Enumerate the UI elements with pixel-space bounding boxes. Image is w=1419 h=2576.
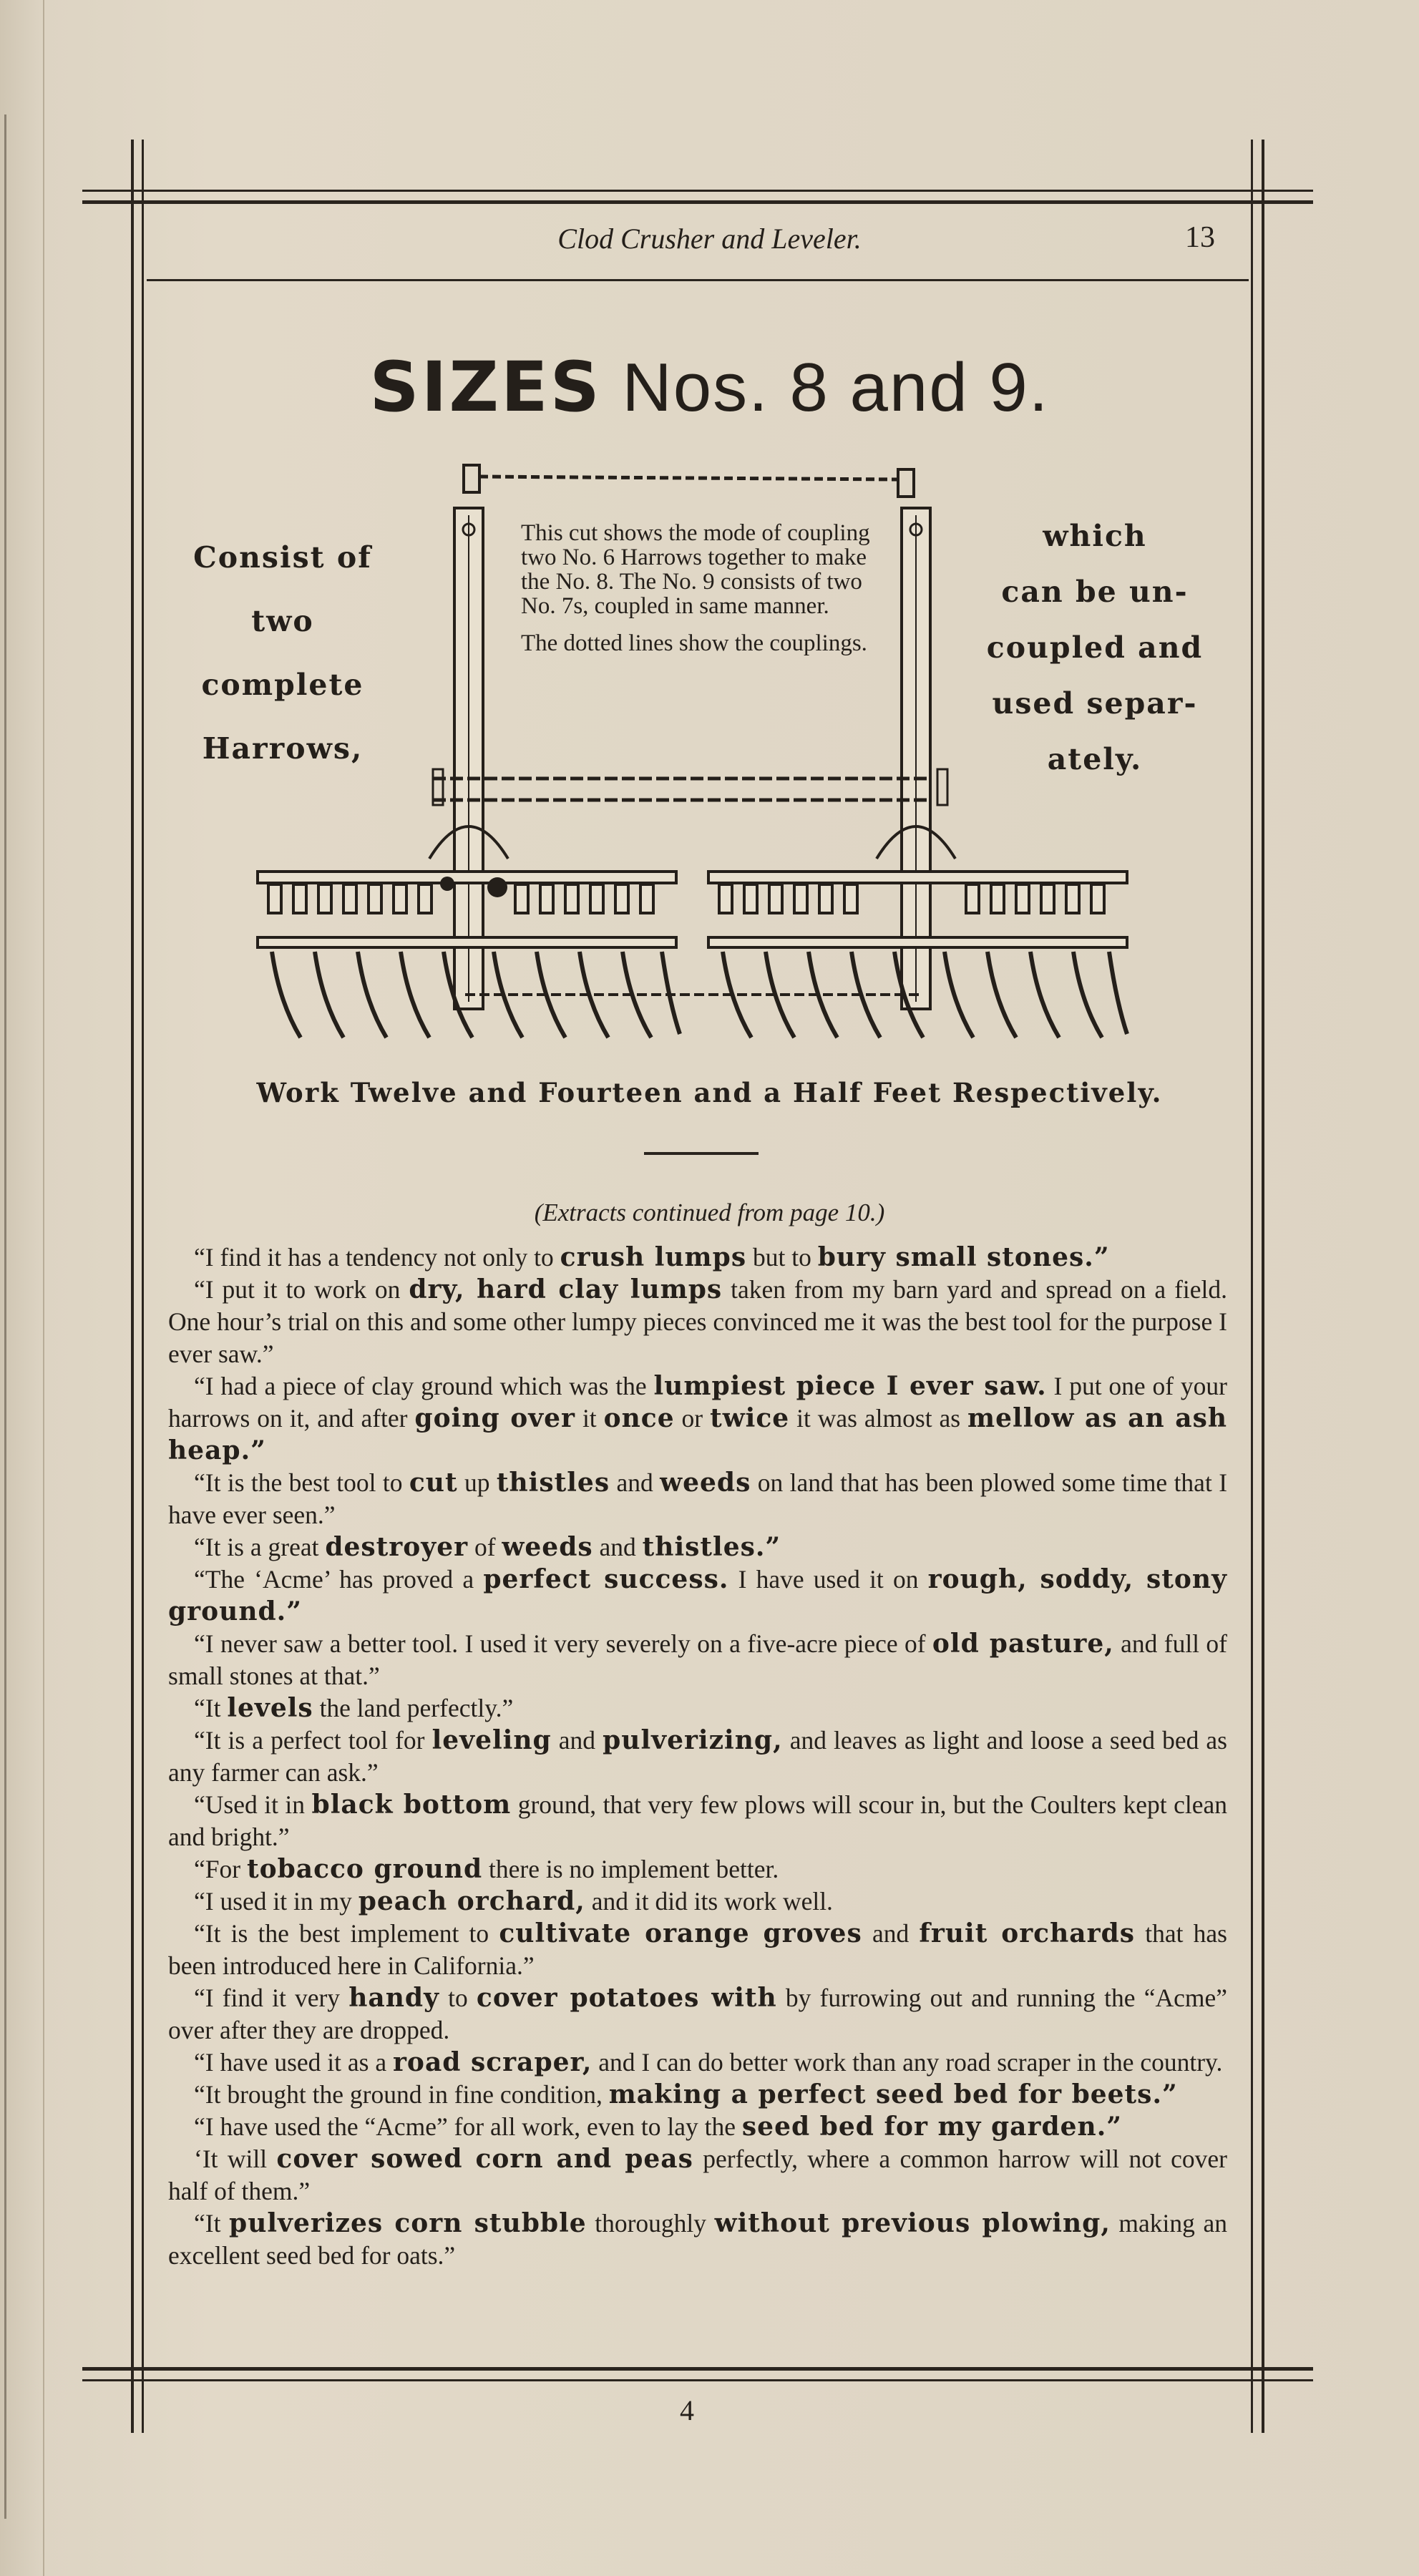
border-right-inner <box>1251 140 1253 2433</box>
body-text: “It is the best tool to <box>194 1468 409 1497</box>
body-text: “I never saw a better tool. I used it very severely on a five-acre piece of <box>194 1629 932 1658</box>
body-text: “I have used the “Acme” for all work, even to lay the <box>194 2112 742 2141</box>
body-text: or <box>674 1404 711 1433</box>
emphasis-text: twice <box>710 1403 790 1433</box>
body-text: ground, that very few plows will scour in, but the Coulters kept clean and bright.” <box>168 1790 1227 1851</box>
side-line: coupled and <box>986 630 1204 665</box>
testimonial-paragraph <box>168 1789 1227 1853</box>
body-text: up <box>457 1468 497 1497</box>
border-right-outer <box>1262 140 1264 2433</box>
body-text: thoroughly <box>586 2209 715 2238</box>
body-text: “For <box>194 1855 247 1883</box>
body-text: by furrowing out and running the “Acme” over after they are dropped. <box>168 1984 1227 2044</box>
emphasis-text: without previous plowing, <box>714 2208 1111 2238</box>
emphasis-text: cut <box>409 1468 458 1498</box>
side-line: Consist of <box>193 540 372 575</box>
body-text: there is no implement better. <box>482 1855 779 1883</box>
body-text: I put one of your harrows on it, and after <box>168 1372 1227 1433</box>
emphasis-text: weeds <box>502 1532 593 1562</box>
side-line: which <box>1043 519 1147 553</box>
testimonial-paragraph <box>168 1918 1227 1982</box>
body-text: perfectly, where a common harrow will not cover half of them.” <box>168 2145 1228 2205</box>
testimonial-paragraph <box>168 1853 1227 1885</box>
body-text: ‘It will <box>194 2145 277 2173</box>
testimonial-paragraph <box>168 2143 1227 2207</box>
emphasis-text: fruit orchards <box>919 1918 1136 1948</box>
body-text: taken from my barn yard and spread on a field. One hour’s trial on this and some other lumpy pieces convinced me it was the best tool for the purpose I ever saw.” <box>168 1275 1228 1368</box>
testimonial-paragraph <box>168 1563 1227 1628</box>
right-side-text <box>959 508 1231 787</box>
border-top-outer <box>82 190 1313 192</box>
emphasis-text: cultivate orange groves <box>499 1918 862 1948</box>
testimonial-paragraph <box>168 1982 1227 2046</box>
emphasis-text: bury small stones.” <box>817 1242 1110 1272</box>
caption-paragraph: The dotted lines show the couplings. <box>521 630 867 656</box>
caption-paragraph: This cut shows the mode of coupling two No. 6 Harrows together to make the No. 8. The No. 9 consists of two No. 7s, coupled in same manner. <box>521 520 870 619</box>
emphasis-text: destroyer <box>325 1532 469 1562</box>
body-text: I have used it on <box>728 1565 928 1594</box>
page-title <box>0 347 1419 427</box>
side-line: two <box>251 604 314 638</box>
emphasis-text: making a perfect seed bed for beets.” <box>608 2079 1178 2109</box>
emphasis-text: rough, soddy, stony ground.” <box>168 1564 1228 1626</box>
extracts-heading-text: (Extracts continued from page 10.) <box>534 1199 885 1226</box>
side-line: ately. <box>1047 742 1143 776</box>
illustration-caption <box>521 521 872 668</box>
testimonial-paragraph <box>168 1274 1227 1370</box>
body-text: “I find it very <box>194 1984 349 2012</box>
border-top-inner <box>82 200 1313 204</box>
binding-line <box>4 114 6 2519</box>
border-bottom-inner <box>82 2367 1313 2371</box>
body-text: “I had a piece of clay ground which was the <box>194 1372 654 1400</box>
body-text: “I have used it as a <box>194 2048 393 2077</box>
body-text: and <box>610 1468 660 1497</box>
body-text: to <box>439 1984 477 2012</box>
emphasis-text: thistles <box>496 1468 610 1498</box>
body-text: it <box>575 1404 604 1433</box>
body-text: “It is a perfect tool for <box>194 1726 432 1755</box>
page-number: 13 <box>1185 221 1215 254</box>
extracts-heading <box>0 1199 1419 1227</box>
body-text: “The ‘Acme’ has proved a <box>194 1565 484 1594</box>
body-text: “I find it has a tendency not only to <box>194 1243 560 1272</box>
side-line: can be un- <box>1001 575 1189 609</box>
emphasis-text: leveling <box>431 1725 552 1755</box>
body-text: that has been introduced here in California.” <box>168 1919 1227 1980</box>
testimonial-paragraph <box>168 2046 1227 2079</box>
body-text: and it did its work well. <box>585 1887 833 1916</box>
testimonial-paragraph <box>168 1628 1227 1692</box>
body-text: making an excellent seed bed for oats.” <box>168 2209 1227 2270</box>
testimonial-paragraph <box>168 1241 1227 1274</box>
footer-mark: 4 <box>680 2394 694 2426</box>
border-left-outer <box>131 140 134 2433</box>
testimonial-paragraph <box>168 1531 1227 1563</box>
body-text: and <box>862 1919 920 1948</box>
testimonials <box>168 1241 1227 2272</box>
body-text: “I used it in my <box>194 1887 359 1916</box>
emphasis-text: lumpiest piece I ever saw. <box>653 1371 1047 1401</box>
body-text: on land that has been plowed some time that I have ever seen.” <box>168 1468 1228 1529</box>
emphasis-text: seed bed for my garden.” <box>741 2112 1122 2142</box>
emphasis-text: handy <box>348 1983 439 2013</box>
emphasis-text: weeds <box>660 1468 751 1498</box>
body-text: of <box>468 1533 502 1561</box>
title-caps: SIZES <box>369 347 602 427</box>
body-text: “It brought the ground in fine condition, <box>194 2080 609 2109</box>
body-text: “I put it to work on <box>194 1275 409 1304</box>
body-text: “Used it in <box>194 1790 312 1819</box>
running-title: Clod Crusher and Leveler. <box>557 223 862 255</box>
emphasis-text: going over <box>414 1403 576 1433</box>
testimonial-paragraph <box>168 2207 1227 2272</box>
work-caption: Work Twelve and Fourteen and a Half Feet Respectively. <box>256 1077 1163 1108</box>
body-text: but to <box>746 1243 818 1272</box>
testimonial-paragraph <box>168 1692 1227 1724</box>
body-text: “It <box>194 1694 228 1722</box>
testimonial-paragraph <box>168 1370 1227 1467</box>
emphasis-text: cover potatoes with <box>476 1983 777 2013</box>
body-text: the land perfectly.” <box>313 1694 514 1722</box>
emphasis-text: peach orchard, <box>358 1886 585 1916</box>
body-text: “It is a great <box>194 1533 326 1561</box>
side-line: used separ- <box>992 686 1198 721</box>
section-divider <box>644 1152 759 1155</box>
emphasis-text: mellow as an ash heap.” <box>168 1403 1228 1465</box>
header-rule <box>147 279 1249 281</box>
testimonial-paragraph <box>168 1467 1227 1531</box>
emphasis-text: crush lumps <box>560 1242 747 1272</box>
body-text: “It is the best implement to <box>194 1919 499 1948</box>
emphasis-text: once <box>603 1403 675 1433</box>
body-text: and I can do better work than any road scraper in the country. <box>592 2048 1223 2077</box>
emphasis-text: cover sowed corn and peas <box>276 2144 693 2174</box>
emphasis-text: dry, hard clay lumps <box>409 1274 723 1304</box>
testimonial-paragraph <box>168 1724 1227 1789</box>
emphasis-text: tobacco ground <box>246 1854 483 1884</box>
emphasis-text: old pasture, <box>932 1629 1114 1659</box>
emphasis-text: pulverizes corn stubble <box>229 2208 587 2238</box>
testimonial-paragraph <box>168 2111 1227 2143</box>
border-left-inner <box>142 140 144 2433</box>
testimonial-paragraph <box>168 2079 1227 2111</box>
body-text: and full of small stones at that.” <box>168 1629 1227 1690</box>
body-text: and leaves as light and loose a seed bed as any farmer can ask.” <box>168 1726 1227 1787</box>
left-side-text <box>154 526 411 781</box>
side-line: Harrows, <box>202 731 364 766</box>
emphasis-text: thistles.” <box>642 1532 781 1562</box>
border-bottom-outer <box>82 2379 1313 2381</box>
emphasis-text: black bottom <box>311 1790 512 1820</box>
body-text: and <box>593 1533 643 1561</box>
body-text: “It <box>194 2209 230 2238</box>
emphasis-text: road scraper, <box>392 2047 593 2077</box>
emphasis-text: perfect success. <box>483 1564 729 1594</box>
side-line: complete <box>201 668 364 702</box>
body-text: it was almost as <box>789 1404 968 1433</box>
emphasis-text: levels <box>227 1693 313 1723</box>
testimonial-paragraph <box>168 1885 1227 1918</box>
title-rest: Nos. 8 and 9. <box>601 349 1050 426</box>
body-text: and <box>551 1726 603 1755</box>
emphasis-text: pulverizing, <box>603 1725 783 1755</box>
